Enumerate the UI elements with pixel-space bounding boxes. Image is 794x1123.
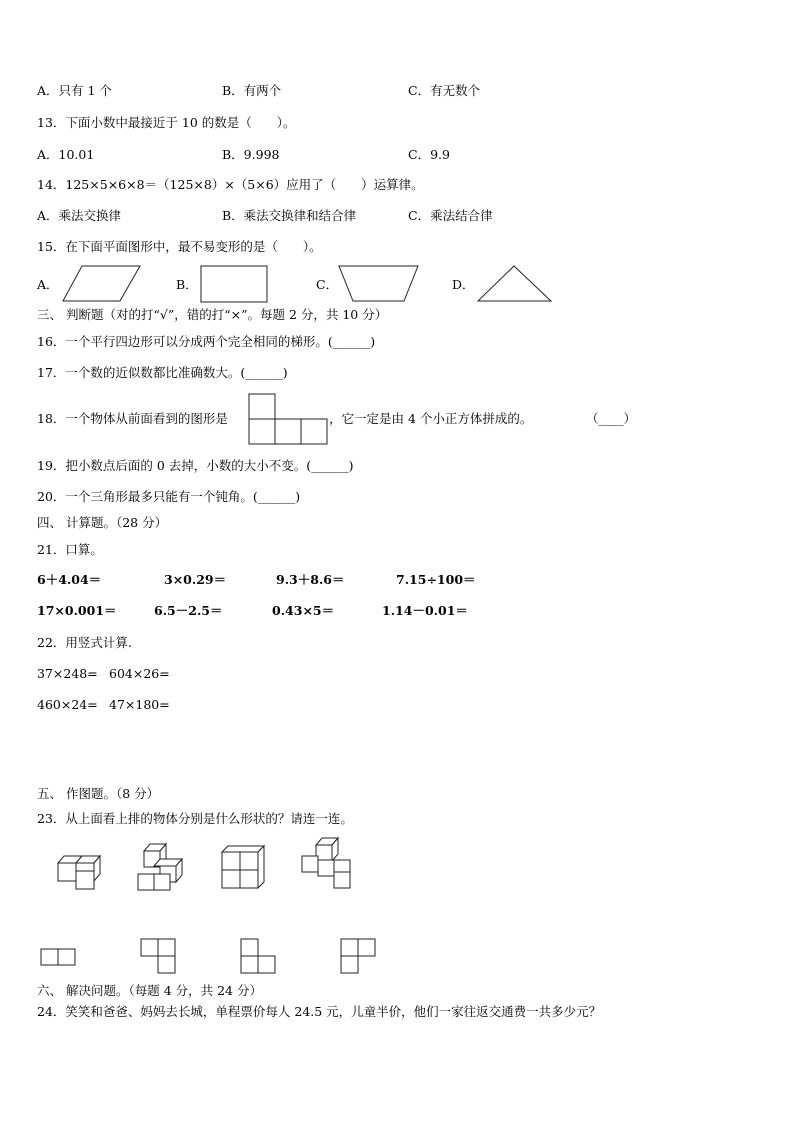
q21-stem: 21．口算。: [37, 542, 103, 557]
q22-stem: 22．用竖式计算.: [37, 635, 132, 650]
top-view-option-1: [40, 948, 76, 966]
top-view-option-2: [140, 938, 176, 974]
cube-object-1: [56, 852, 104, 890]
section-4-heading: 四、 计算题。（28 分）: [37, 515, 168, 530]
q13-option-c: C．9.9: [408, 147, 450, 162]
q22-item: 47×180=: [109, 697, 170, 712]
section-3-heading: 三、 判断题（对的打“√”，错的打“×”。每题 2 分，共 10 分）: [37, 307, 388, 322]
q14-option-b: B．乘法交换律和结合律: [222, 208, 357, 223]
top-view-option-3: [240, 938, 276, 974]
q13-stem: 13．下面小数中最接近于 10 的数是（ ）。: [37, 115, 296, 130]
q18-text-post: ，它一定是由 4 个小正方体拼成的。: [329, 411, 533, 426]
trapezoid-figure: [338, 265, 420, 303]
q21-item: 17×0.001＝: [37, 603, 117, 618]
q13-option-b: B．9.998: [222, 147, 280, 162]
q21-item: 1.14－0.01＝: [382, 603, 468, 618]
cube-object-2: [136, 842, 188, 892]
triangle-figure: [477, 265, 553, 303]
section-5-heading: 五、 作图题。（8 分）: [37, 786, 160, 801]
q17-text: 17．一个数的近似数都比准确数大。(______): [37, 365, 288, 380]
q15-label-a: A．: [37, 277, 59, 292]
q16-text: 16．一个平行四边形可以分成两个完全相同的梯形。(______): [37, 334, 376, 349]
rectangle-figure: [200, 265, 268, 303]
q21-item: 6＋4.04＝: [37, 572, 102, 587]
parallelogram-figure: [62, 265, 142, 303]
q22-item: 460×24=: [37, 697, 98, 712]
q22-item: 604×26=: [109, 666, 170, 681]
q15-label-d: D．: [452, 277, 475, 292]
q12-option-b: B．有两个: [222, 83, 282, 98]
cube-object-4: [300, 836, 356, 892]
q21-item: 7.15÷100＝: [396, 572, 476, 587]
q15-stem: 15．在下面平面图形中，最不易变形的是（ ）。: [37, 239, 322, 254]
q22-item: 37×248=: [37, 666, 98, 681]
q24-text: 24．笑笑和爸爸、妈妈去长城，单程票价每人 24.5 元，儿童半价，他们一家往返交通费一共多少元？: [37, 1004, 602, 1019]
cube-object-3: [220, 844, 268, 890]
section-6-heading: 六、 解决问题。（每题 4 分，共 24 分）: [37, 983, 262, 998]
q18-answer-blank: （____）: [586, 411, 637, 426]
top-view-option-4: [340, 938, 376, 974]
q21-item: 0.43×5＝: [272, 603, 335, 618]
q14-stem: 14．125×5×6×8＝（125×8）×（5×6）应用了（ ）运算律。: [37, 177, 424, 192]
q13-option-a: A．10.01: [37, 147, 95, 162]
q23-stem: 23．从上面看上排的物体分别是什么形状的？请连一连。: [37, 811, 353, 826]
q15-label-b: B．: [176, 277, 198, 292]
q21-item: 3×0.29＝: [164, 572, 227, 587]
q15-label-c: C．: [316, 277, 339, 292]
q14-option-a: A．乘法交换律: [37, 208, 122, 223]
q20-text: 20．一个三角形最多只能有一个钝角。(______): [37, 489, 301, 504]
q14-option-c: C．乘法结合律: [408, 208, 493, 223]
front-view-figure: [248, 393, 328, 445]
q12-option-a: A．只有 1 个: [37, 83, 112, 98]
q12-option-c: C．有无数个: [408, 83, 481, 98]
q18-text-pre: 18．一个物体从前面看到的图形是: [37, 411, 228, 426]
q19-text: 19．把小数点后面的 0 去掉，小数的大小不变。(______): [37, 458, 354, 473]
q21-item: 6.5－2.5＝: [154, 603, 223, 618]
q21-item: 9.3＋8.6＝: [276, 572, 345, 587]
